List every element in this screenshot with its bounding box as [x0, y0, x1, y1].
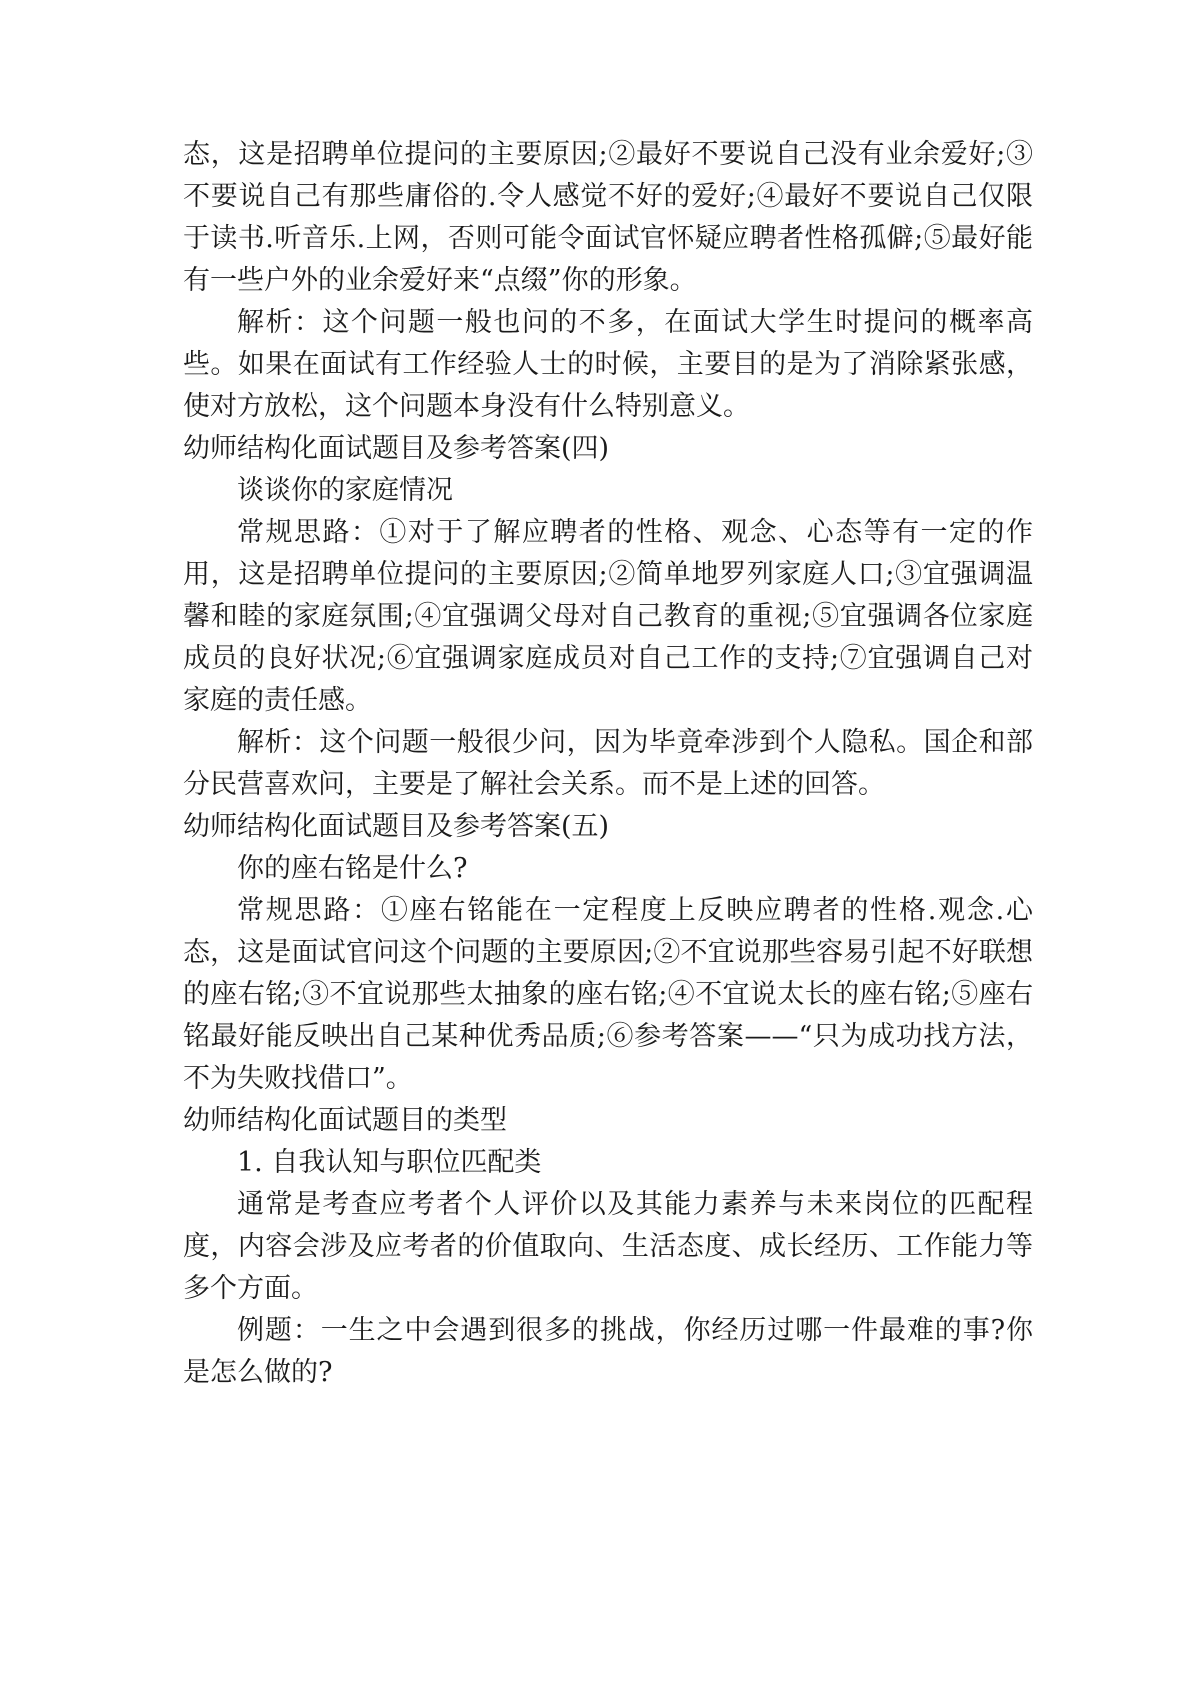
document-body — [183, 134, 1033, 1394]
paragraph-family-tips: 常规思路：①对于了解应聘者的性格、观念、心态等有一定的作用，这是招聘单位提问的主要原因;②简单地罗列家庭人口;③宜强调温馨和睦的家庭氛围;④宜强调父母对自己教育的重视;⑤宜强调各位家庭成员的良好状况;⑥宜强调家庭成员对自己工作的支持;⑦宜强调自己对家庭的责任感。 — [183, 517, 1033, 716]
type-item-1-title: 1. 自我认知与职位匹配类 — [237, 1147, 542, 1178]
paragraph-type-1-description: 通常是考查应考者个人评价以及其能力素养与未来岗位的匹配程度，内容会涉及应考者的价值取向、生活态度、成长经历、工作能力等多个方面。 — [183, 1189, 1033, 1304]
section-heading-types: 幼师结构化面试题目的类型 — [183, 1105, 507, 1136]
paragraph-hobby-tips-continued: 态，这是招聘单位提问的主要原因;②最好不要说自己没有业余爱好;③不要说自己有那些庸俗的.令人感觉不好的爱好;④最好不要说自己仅限于读书.听音乐.上网，否则可能令面试官怀疑应聘者性格孤僻;⑤最好能有一些户外的业余爱好来“点缀”你的形象。 — [183, 139, 1033, 296]
paragraph-hobby-analysis: 解析：这个问题一般也问的不多，在面试大学生时提问的概率高些。如果在面试有工作经验人士的时候，主要目的是为了消除紧张感，使对方放松，这个问题本身没有什么特别意义。 — [183, 307, 1033, 422]
paragraph-example-question: 例题：一生之中会遇到很多的挑战，你经历过哪一件最难的事?你是怎么做的? — [183, 1315, 1033, 1388]
section-heading-4: 幼师结构化面试题目及参考答案(四) — [183, 433, 610, 464]
question-motto: 你的座右铭是什么? — [237, 853, 468, 884]
question-family: 谈谈你的家庭情况 — [237, 475, 453, 506]
paragraph-motto-tips: 常规思路：①座右铭能在一定程度上反映应聘者的性格.观念.心态，这是面试官问这个问题的主要原因;②不宜说那些容易引起不好联想的座右铭;③不宜说那些太抽象的座右铭;④不宜说太长的座右铭;⑤座右铭最好能反映出自己某种优秀品质;⑥参考答案——“只为成功找方法，不为失败找借口”。 — [183, 895, 1033, 1094]
paragraph-family-analysis: 解析：这个问题一般很少问，因为毕竟牵涉到个人隐私。国企和部分民营喜欢问，主要是了解社会关系。而不是上述的回答。 — [183, 727, 1033, 800]
section-heading-5: 幼师结构化面试题目及参考答案(五) — [183, 811, 610, 842]
